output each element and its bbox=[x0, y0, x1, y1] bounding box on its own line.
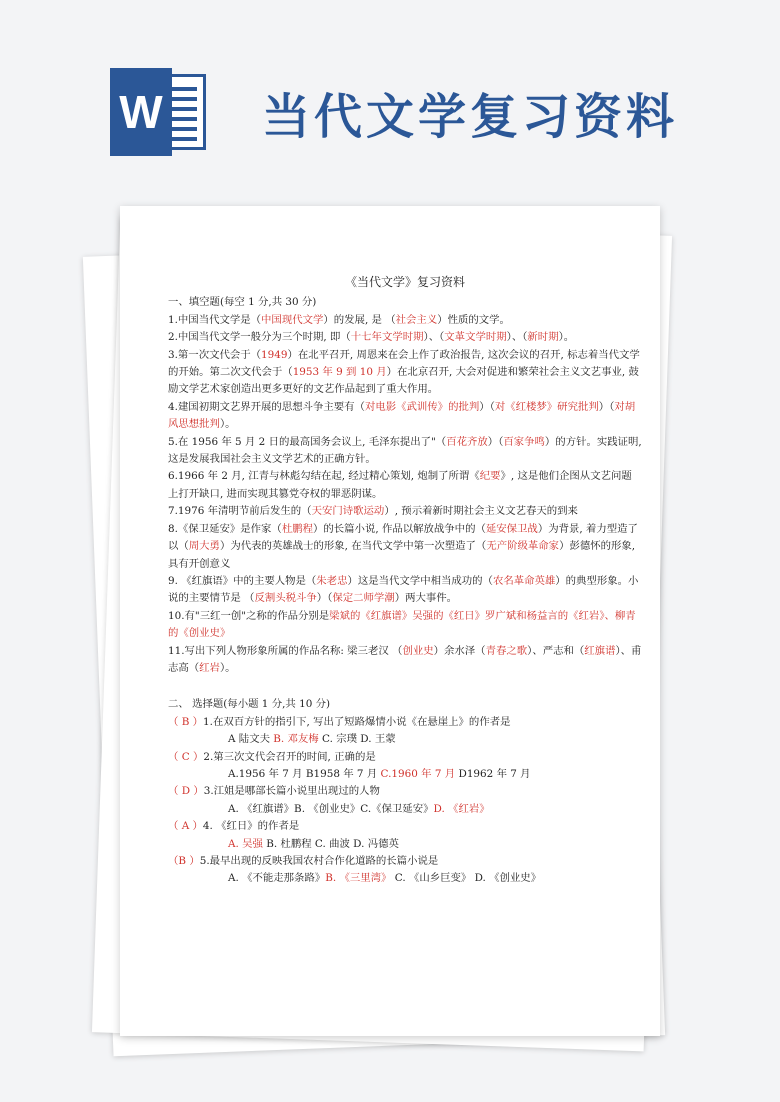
word-doc-icon bbox=[110, 68, 208, 156]
fill-q4: 4.建国初期文艺界开展的思想斗争主要有（对电影《武训传》的批判）（对《红楼梦》研究批判）（对胡风思想批判）。 bbox=[168, 400, 636, 431]
choice-q4-stem: （ A ）4. 《红日》的作者是 bbox=[168, 820, 300, 833]
choice-q2-options: A.1956 年 7 月 B1958 年 7 月 C.1960 年 7 月 D1962 年 7 月 bbox=[228, 767, 531, 780]
banner-title: 当代文学复习资料 bbox=[262, 89, 679, 145]
word-logo-letter: W bbox=[110, 68, 172, 156]
section1-heading: 一、填空题(每空 1 分,共 30 分) bbox=[168, 296, 317, 309]
choice-q5-options: A. 《不能走那条路》B. 《三里湾》 C. 《山乡巨变》 D. 《创业史》 bbox=[228, 872, 542, 885]
fill-q11: 11.写出下列人物形象所属的作品名称: 梁三老汉 （创业史）余水泽（青春之歌）、严志和（红旗谱）、甫志高（红岩）。 bbox=[168, 644, 642, 674]
section2-heading: 二、 选择题(每小题 1 分,共 10 分) bbox=[168, 698, 331, 711]
fill-q10: 10.有"三红一创"之称的作品分别是梁斌的《红旗谱》吴强的《红日》罗广斌和杨益言的《红岩》、柳青的《创业史》 bbox=[168, 609, 636, 640]
choice-q4-options: A. 吴强 B. 杜鹏程 C. 曲波 D. 冯德英 bbox=[228, 837, 399, 850]
header bbox=[0, 0, 780, 190]
fill-q5: 5.在 1956 年 5 月 2 日的最高国务会议上, 毛泽东提出了"（百花齐放）（百家争鸣）的方针。实践证明, 这是发展我国社会主义文学艺术的正确方针。 bbox=[168, 435, 642, 466]
fill-q8: 8.《保卫延安》是作家（杜鹏程）的长篇小说, 作品以解放战争中的（延安保卫战）为背景, 着力型造了以（周大勇）为代表的英雄战士的形象, 在当代文学中第一次塑造了（无产阶级革命家）彭德怀的形象, 具有开创意义 bbox=[168, 522, 638, 570]
choice-q2-stem: （ C ）2.第三次文代会召开的时间, 正确的是 bbox=[168, 750, 376, 763]
document-content bbox=[168, 274, 642, 888]
fill-q3: 3.第一次文代会于（1949）在北平召开, 周恩来在会上作了政治报告, 这次会议的召开, 标志着当代文学的开始。第二次文代会于（1953 年 9 到 10 月）在北京召开, 大会对促进和繁荣社会主义文艺事业, 鼓励文学艺术家创造出更多更好的文艺作品起到了重大作用。 bbox=[168, 348, 640, 396]
choice-q5-stem: （B ）5.最早出现的反映我国农村合作化道路的长篇小说是 bbox=[168, 855, 439, 867]
fill-q7: 7.1976 年清明节前后发生的（天安门诗歌运动）, 预示着新时期社会主义文艺春天的到来 bbox=[168, 505, 578, 518]
document-page bbox=[120, 206, 660, 1036]
fill-q6: 6.1966 年 2 月, 江青与林彪勾结在起, 经过精心策划, 炮制了所谓《纪要》, 这是他们企图从文艺问题上打开缺口, 进而实现其篡党夺权的罪恶阴谋。 bbox=[168, 470, 632, 500]
fill-q9: 9. 《红旗语》中的主要人物是（朱老忠）这是当代文学中相当成功的（农名革命英雄）的典型形象。小说的主要情节是 （反割头税斗争）（保定二师学潮）两大事件。 bbox=[168, 574, 639, 605]
choice-q1-stem: （ B ）1.在双百方针的指引下, 写出了短路爆情小说《在悬崖上》的作者是 bbox=[168, 715, 511, 728]
choice-q1-options: A 陆文夫 B. 邓友梅 C. 宗璞 D. 王蒙 bbox=[228, 733, 396, 746]
fill-q1: 1.中国当代文学是（中国现代文学）的发展, 是 （社会主义）性质的文学。 bbox=[168, 313, 510, 326]
choice-q3-stem: （ D ）3.江姐是哪部长篇小说里出现过的人物 bbox=[168, 785, 380, 798]
document-title: 《当代文学》复习资料 bbox=[344, 275, 465, 289]
fill-q2: 2.中国当代文学一般分为三个时期, 即（十七年文学时期）、（文革文学时期）、（新时期）。 bbox=[168, 331, 575, 344]
choice-q3-options: A. 《红旗谱》B. 《创业史》C.《保卫延安》D. 《红岩》 bbox=[228, 802, 490, 815]
